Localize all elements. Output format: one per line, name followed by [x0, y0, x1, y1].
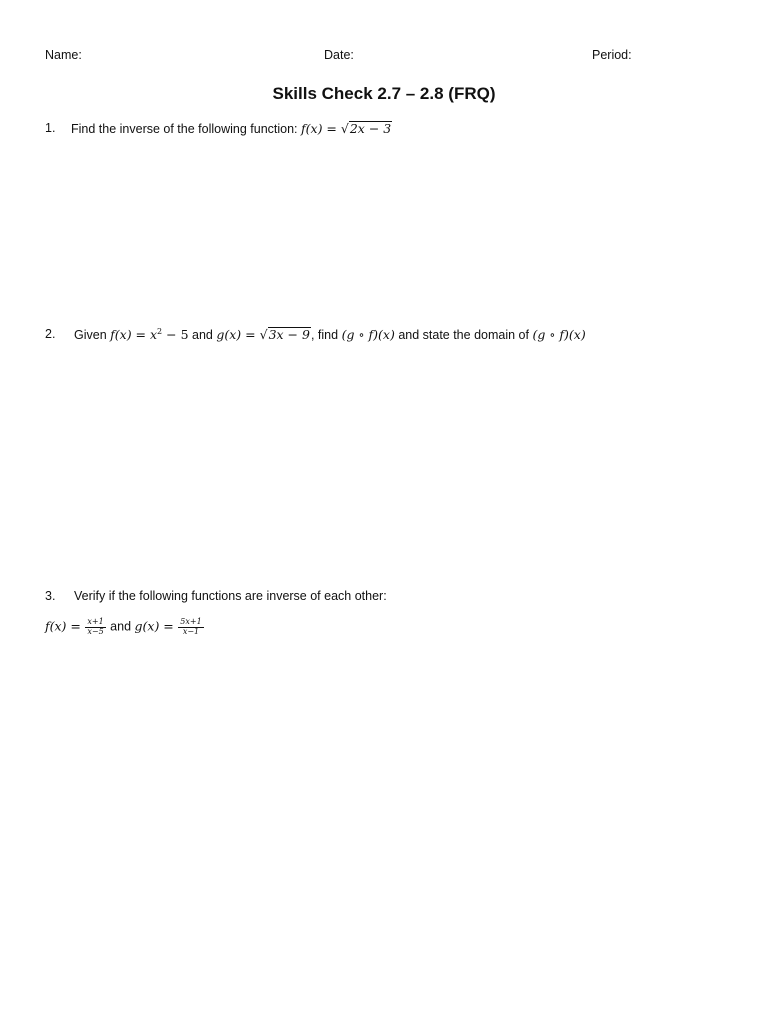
question-1 — [71, 121, 392, 136]
question-2 — [74, 327, 586, 343]
question-1-radicand: 2x − 3 — [349, 121, 392, 136]
fraction-numerator: 5x+1 — [180, 617, 202, 626]
question-1-number: 1. — [45, 121, 56, 135]
question-3-f-fraction — [85, 618, 105, 637]
fraction-denominator: x−5 — [87, 626, 104, 636]
question-2-composition-2: (g ∘ f)(x) — [532, 327, 586, 343]
question-3-g-fraction — [178, 618, 203, 637]
name-label: Name: — [45, 48, 82, 62]
question-2-f-tail: − 5 — [166, 327, 189, 343]
question-2-g-lhs: g(x) = — [216, 327, 256, 343]
question-1-function-lhs: f(x) = — [301, 121, 337, 136]
question-3-number: 3. — [45, 589, 56, 603]
period-label: Period: — [592, 48, 632, 62]
question-3-and: and — [110, 619, 132, 634]
question-2-composition-1: (g ∘ f)(x) — [341, 327, 395, 343]
page-title: Skills Check 2.7 – 2.8 (FRQ) — [272, 84, 496, 103]
date-label: Date: — [324, 48, 354, 62]
question-3-f-lhs: f(x) = — [45, 618, 81, 634]
question-2-domain-text: and state the domain of — [398, 328, 529, 343]
question-2-number: 2. — [45, 327, 56, 341]
question-2-g-expr — [216, 327, 311, 342]
fraction-denominator: x−1 — [182, 626, 200, 636]
sqrt-symbol: √ — [259, 327, 268, 343]
fraction-numerator: x+1 — [87, 617, 104, 626]
sqrt-symbol: √ — [340, 121, 349, 136]
question-3-text: Verify if the following functions are inverse of each other: — [74, 589, 387, 603]
question-1-text: Find the inverse of the following function: — [71, 122, 298, 136]
question-2-f-expr: $f(x) = x^2 - 5$ — [110, 327, 189, 343]
question-3-g-lhs: g(x) = — [134, 618, 174, 634]
question-3-functions — [45, 618, 205, 637]
question-2-find: , find — [310, 328, 339, 343]
question-2-f-exponent: 2 — [157, 327, 163, 336]
question-2-prefix: Given — [74, 328, 107, 343]
question-1-equation — [301, 121, 392, 136]
question-2-radicand: 3x − 9 — [268, 327, 310, 343]
question-2-and: and — [192, 328, 213, 343]
